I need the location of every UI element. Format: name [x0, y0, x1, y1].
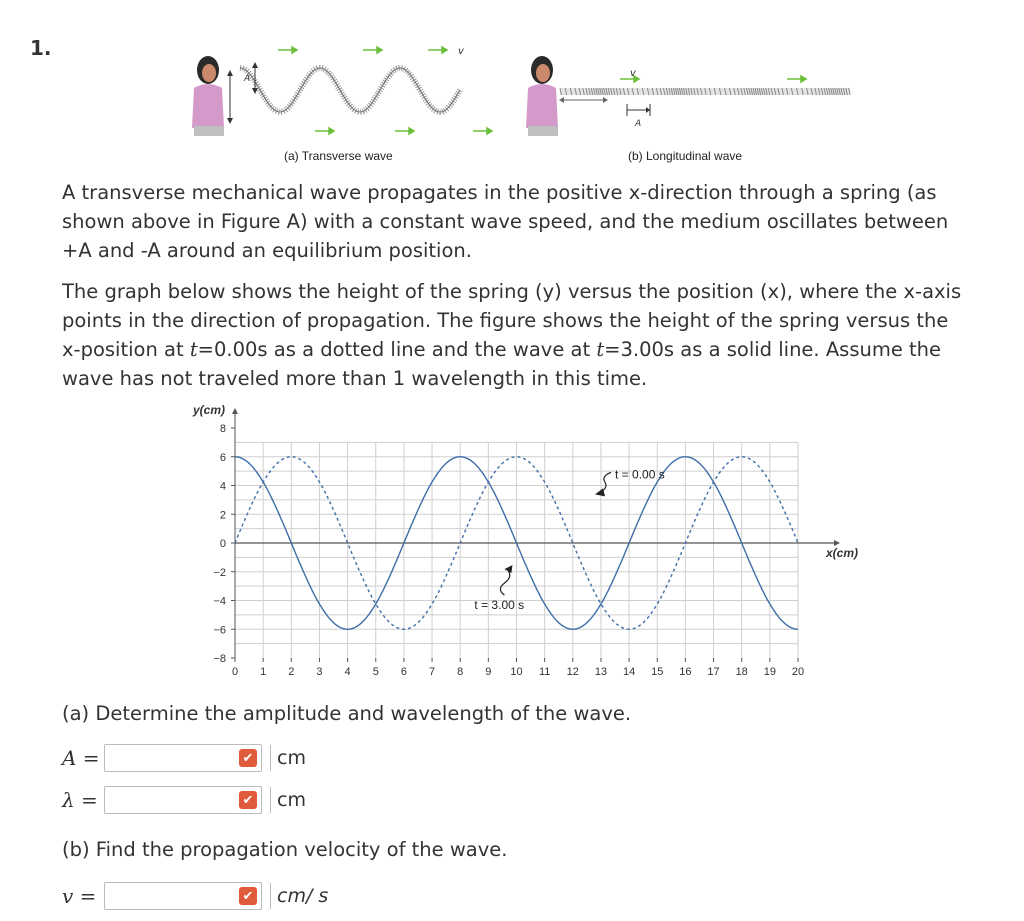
paragraph-graph-description — [62, 277, 972, 393]
part-a-prompt: (a) Determine the amplitude and wavelength of the wave. — [62, 702, 632, 725]
annotation-t3: t = 3.00 s — [474, 598, 525, 613]
x-tick-label: 20 — [791, 666, 805, 678]
caption-longitudinal: (b) Longitudinal wave — [628, 149, 743, 163]
paragraph-intro: A transverse mechanical wave propagates in the positive x-direction through a spring (as shown above in Figure A) with a constant wave speed, and the medium oscillates between +A and -A around an equilibrium position. — [62, 181, 949, 262]
x-tick-label: 16 — [679, 666, 692, 678]
x-tick-label: 8 — [457, 666, 464, 678]
velocity-label-a: v — [458, 46, 464, 57]
para2-text-c: =3.00s as a solid line. Assume the wave has not traveled more than 1 wavelength in this time. — [62, 338, 942, 390]
velocity-input[interactable] — [104, 882, 262, 910]
x-tick-label: 10 — [510, 666, 523, 678]
velocity-label-b: v — [630, 68, 636, 79]
y-tick-label: 8 — [219, 423, 226, 435]
annotation-t0-pointer — [597, 472, 611, 494]
y-tick-label: 6 — [219, 451, 226, 464]
person-a-illustration — [192, 56, 224, 136]
wavelength-input[interactable] — [104, 786, 262, 814]
answer-row-velocity — [62, 880, 328, 912]
x-tick-label: 14 — [622, 666, 636, 678]
velocity-unit: cm/ s — [270, 883, 328, 909]
amplitude-variable: A = — [62, 746, 100, 770]
check-icon: ✔ — [239, 749, 257, 767]
y-axis-arrow — [232, 408, 238, 414]
part-b-prompt: (b) Find the propagation velocity of the wave. — [62, 838, 508, 861]
wavelength-label: A — [635, 119, 642, 129]
x-tick-label: 7 — [428, 666, 436, 678]
x-tick-label: 18 — [735, 666, 748, 678]
amplitude-input[interactable] — [104, 744, 262, 772]
wavelength-variable: λ = — [62, 788, 98, 812]
check-icon: ✔ — [239, 791, 257, 809]
x-tick-label: 4 — [344, 666, 351, 678]
y-tick-label: 0 — [219, 538, 226, 550]
annotation-t3-pointer — [500, 571, 509, 595]
person-b-illustration — [526, 56, 558, 136]
wavelength-unit: cm — [270, 787, 306, 813]
para2-text-a: The graph below shows the height of the spring (y) versus the position (x), where the x-axis points in the direction of propagation. The figure shows the height of the spring versus the x-position at — [62, 280, 962, 361]
wave-chart — [180, 400, 860, 690]
wavelength-marker — [627, 104, 650, 129]
y-tick-label: 2 — [219, 509, 226, 522]
y-tick-label: −4 — [213, 595, 226, 608]
wave-graph — [180, 400, 860, 690]
y-tick-label: 4 — [219, 480, 226, 493]
wave-illustration — [180, 28, 860, 168]
question-number: 1. — [30, 36, 52, 60]
caption-transverse: (a) Transverse wave — [284, 149, 393, 163]
transverse-spring — [240, 68, 460, 112]
x-axis-label: x(cm) — [826, 546, 859, 560]
para2-text-b: =0.00s as a dotted line and the wave at — [197, 338, 597, 361]
x-tick-label: 0 — [231, 666, 239, 678]
x-tick-label: 6 — [400, 666, 407, 678]
x-tick-label: 2 — [288, 666, 295, 678]
para2-t1: t — [189, 338, 198, 361]
x-tick-label: 12 — [566, 666, 579, 678]
y-tick-label: −2 — [213, 566, 226, 579]
wave-illustration-svg — [180, 28, 860, 168]
amplitude-label: A — [244, 74, 251, 84]
x-tick-label: 15 — [651, 666, 664, 678]
amplitude-unit: cm — [270, 745, 306, 771]
x-tick-label: 17 — [707, 666, 720, 678]
x-tick-label: 5 — [372, 666, 379, 678]
x-tick-label: 3 — [316, 666, 323, 678]
check-icon: ✔ — [239, 887, 257, 905]
y-tick-label: −6 — [213, 624, 226, 637]
answer-row-amplitude — [62, 742, 306, 774]
answer-row-wavelength — [62, 784, 306, 816]
annotation-t0: t = 0.00 s — [615, 467, 665, 482]
longitudinal-spring — [559, 88, 850, 103]
y-tick-label: −8 — [213, 653, 226, 665]
amplitude-arrow — [227, 62, 258, 124]
x-tick-label: 19 — [763, 666, 776, 678]
x-tick-label: 1 — [260, 666, 267, 678]
x-tick-label: 9 — [485, 666, 492, 678]
para2-t2: t — [596, 338, 605, 361]
x-tick-label: 11 — [538, 666, 551, 678]
velocity-variable: v = — [62, 884, 97, 908]
y-axis-label: y(cm) — [192, 403, 225, 417]
x-tick-label: 13 — [594, 666, 608, 678]
